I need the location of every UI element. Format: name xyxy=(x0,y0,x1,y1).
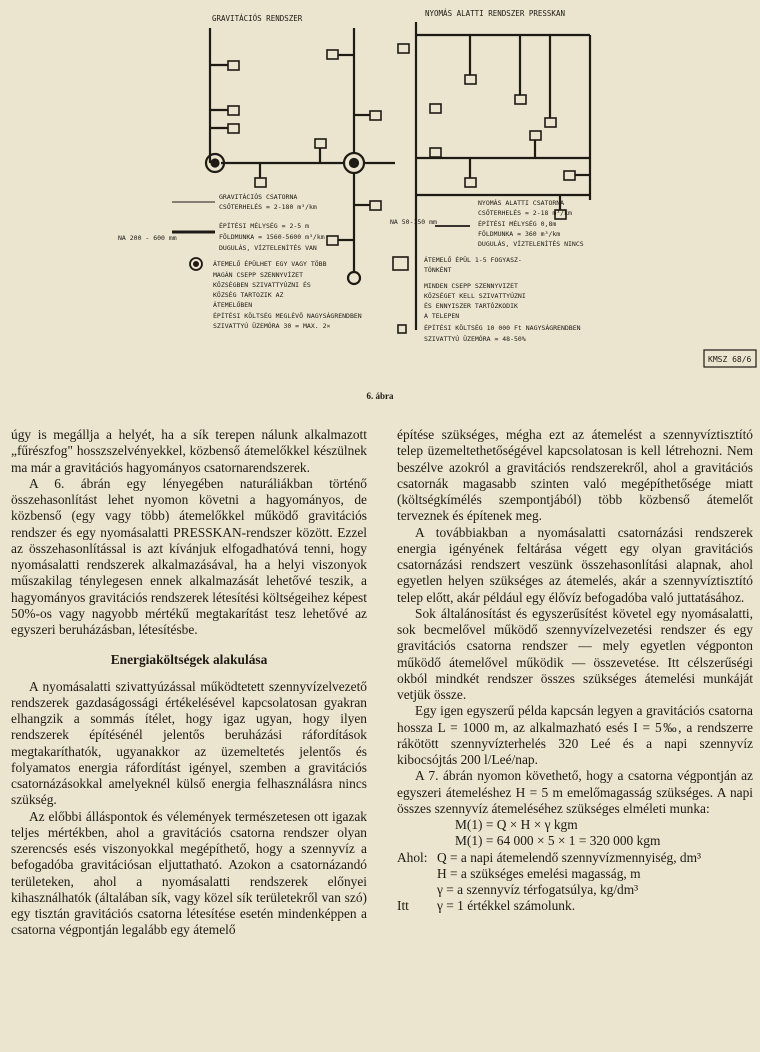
definition-label: Itt xyxy=(397,898,409,914)
right-legend-line: SZIVATTYÚ ÜZEMÓRA = 48-50% xyxy=(424,335,526,343)
paragraph: A 6. ábrán egy lényegében naturáliákban történő összehasonlítást lehet nyomon követni a hagyományos, de közbenső (egy vagy több) átemelőkkel működő gravitációs rendszer és egy nyomásalatti PRESSKAN-rendszer között. Ezzel az összehasonlítással is azt kívánjuk elfogadhatóvá tenni, hogy nyomásalatti rendszerek alkalmazásával, ha a helyi viszonyok műszakilag ténylegesen ennek alkalmazását lehetővé teszik, a hagyományos gravitációs rendszerek létesítési költségeihez képest 50%-os vagy nagyobb mértékű megtakarítást tesz lehetővé az egyszeri beruházásban, létesítésbe. xyxy=(11,475,367,637)
right-legend-line: NA 50-150 mm xyxy=(390,218,437,226)
paragraph: A továbbiakban a nyomásalatti csatornázási rendszerek energia igényének feltárása végett egy olyan gravitációs csatornázási rendszert veszünk összehasonlítási alapnak, ahol egyetlen helyen szükséges az átemelés, akár a szennyvíztisztító telep előtt, akár például egy élővíz befogadóba való juttatásához. xyxy=(397,524,753,605)
right-legend-line: A TELEPEN xyxy=(424,312,460,320)
figure-caption: 6. ábra xyxy=(366,391,394,401)
left-legend-line: ÉPÍTÉSI MÉLYSÉG = 2-5 m xyxy=(219,222,310,230)
definition xyxy=(397,898,753,914)
paragraph: Sok általánosítást és egyszerűsítést követel egy nyomásalatti, sok becmelővel működő szennyvízelvezetési rendszer és egy gravitációs csatorna rendszer — mely egyetlen végponton működő átemelővel működik — összevetése. Itt célszerűségi okból mindkét rendszer összes szükséges átemelési munkáját vetjük össze. xyxy=(397,605,753,702)
left-legend-line: ÁTEMELŐ ÉPÜLHET EGY VAGY TÖBB xyxy=(213,260,327,268)
left-legend-line: FÖLDMUNKA = 1560-5600 m³/km xyxy=(219,233,325,241)
left-legend-line: KÖZSÉGBEN SZIVATTYÚZNI ÉS xyxy=(213,281,311,289)
right-legend-line: KÖZSÉGET KELL SZIVATTYÚZNI xyxy=(424,292,526,300)
left-legend-line: ÉPÍTÉSI KÖLTSÉG MEGLÉVŐ NAGYSÁGRENDBEN xyxy=(213,312,362,320)
paragraph: Egy igen egyszerű példa kapcsán legyen a gravitációs csatorna hossza L = 1000 m, az alkalmazható esés I = 5‰, a rendszerre rákötött szennyvízterhelés 320 Leé és a napi szennyvíz kibocsójtás 200 l/Leé/nap. xyxy=(397,703,753,767)
left-legend-line: GRAVITÁCIÓS CSATORNA xyxy=(219,193,298,201)
left-legend-line: SZIVATTYÚ ÜZEMÓRA 30 = MAX. 2× xyxy=(213,322,331,330)
figure xyxy=(0,0,760,420)
formula: M(1) = 64 000 × 5 × 1 = 320 000 kgm xyxy=(455,833,661,849)
left-legend-line: ÁTEMELŐBEN xyxy=(213,301,253,309)
left-legend-line: NA 200 - 600 mm xyxy=(118,234,177,242)
right-column xyxy=(397,427,753,915)
definition xyxy=(397,866,753,882)
right-legend-line: DUGULÁS, VÍZTELENÍTÉS NINCS xyxy=(478,240,584,248)
definition-label: Ahol: xyxy=(397,849,428,865)
formula: M(1) = Q × H × γ kgm xyxy=(455,817,578,832)
definition-text: Q = a napi átemelendő szennyvízmennyiség, dm³ xyxy=(437,849,702,865)
system-comparison-diagram xyxy=(0,0,760,420)
left-legend-line: DUGULÁS, VÍZTELENÍTÉS VAN xyxy=(219,244,317,252)
right-legend-line: FÖLDMUNKA = 360 m³/km xyxy=(478,230,561,238)
definition-text: H = a szükséges emelési magasság, m xyxy=(437,865,641,881)
right-legend-line: NYOMÁS ALATTI CSATORNA xyxy=(478,199,565,207)
definition xyxy=(397,882,753,898)
paragraph: Az előbbi álláspontok és vélemények természetesen ott igazak teljes mértékben, ahol a gravitációs csatorna rendszer olyan szerencsés esés viszonyokkal megépíthető, hogy a szennyvíz a befogadóba gravitációsan eljuttatható. Azokon a csatornázandó területeken, ahol a nyomásalatti rendszerek előnyei kihasználhatók (általában sík, vagy közel sík területekről van szó) egy tisztán gravitációs csatorna létesítése esetén mindenképpen a csatorna végpontján legalább egy átemelő xyxy=(11,808,367,938)
definition xyxy=(397,850,753,866)
definition-text: γ = a szennyvíz térfogatsúlya, kg/dm³ xyxy=(437,882,639,897)
right-legend-line: CSŐTERHELÉS = 2-18 m³/km xyxy=(478,209,572,217)
definition-text: γ = 1 értékkel számolunk. xyxy=(437,898,576,914)
left-column xyxy=(11,427,367,939)
figure-stamp: KMSZ 68/6 xyxy=(708,355,752,364)
right-legend-line: ÉPÍTÉSI KÖLTSÉG 10 000 Ft NAGYSÁGRENDBEN xyxy=(424,324,581,332)
paragraph: A 7. ábrán nyomon követhető, hogy a csatorna végpontján az egyszeri átemeléshez H = 5 m emelőmagasság szükséges. A napi összes szennyvíz átemeléséhez szükséges elméleti munka: xyxy=(397,768,753,816)
section-heading: Energiaköltségek alakulása xyxy=(110,652,268,668)
paragraph: úgy is megállja a helyét, ha a sík terepen nálunk alkalmazott „fűrészfog" hosszszelvényekkel, közbenső átemelőkkel készülnek ma már a gravitációs hagyományos csatornarendszerek. xyxy=(11,427,367,475)
right-legend-line: ÉPÍTÉSI MÉLYSÉG 0,8m xyxy=(478,220,557,228)
left-legend-line: CSŐTERHELÉS = 2-180 m³/km xyxy=(219,203,317,211)
right-diagram-title: NYOMÁS ALATTI RENDSZER PRESSKAN xyxy=(425,9,565,18)
paragraph: A nyomásalatti szivattyúzással működtetett szennyvízelvezető rendszerek gazdaságossági értékelésével kapcsolatosan gyakran elhangzik a sommás ítélet, hogy igaz ugyan, hogy ilyen rendszerek építésénél jelentős beruházási ráfordítások megtakaríthatók, ugyanakkor az üzemeltetés jelentős és folyamatos energia ráfordítást igényel, szemben a gravitációs csatornázásokkal amelyeknél külső energia felhasználásra nincs szükség. xyxy=(11,678,367,808)
left-diagram-title: GRAVITÁCIÓS RENDSZER xyxy=(212,14,303,23)
right-legend-line: ÁTEMELŐ ÉPÜL 1-5 FOGYASZ- xyxy=(424,256,522,264)
paragraph: építése szükséges, mégha ezt az átemelést a szennyvíztisztító telep üzemeltethetőségével kapcsolatosan is kell létrehozni. Nem beszélve azokról a gravitációs rendszerekről, ahol a gravitációs csatornák magasabb szinten való megépíthetősége miatt (költségkímélés szempontjából) több közbenső átemelőt terveznek és építenek meg. xyxy=(397,427,753,524)
left-legend-line: KÖZSÉG TARTOZIK AZ xyxy=(213,291,284,299)
right-legend-line: TÓNKÉNT xyxy=(424,266,452,274)
right-legend-line: ÉS ENNYISZER TARTÓZKODIK xyxy=(424,302,518,310)
left-legend-line: MAGÁN CSEPP SZENNYVÍZET xyxy=(213,271,304,279)
right-legend-line: MINDEN CSEPP SZENNYVIZET xyxy=(424,282,518,290)
